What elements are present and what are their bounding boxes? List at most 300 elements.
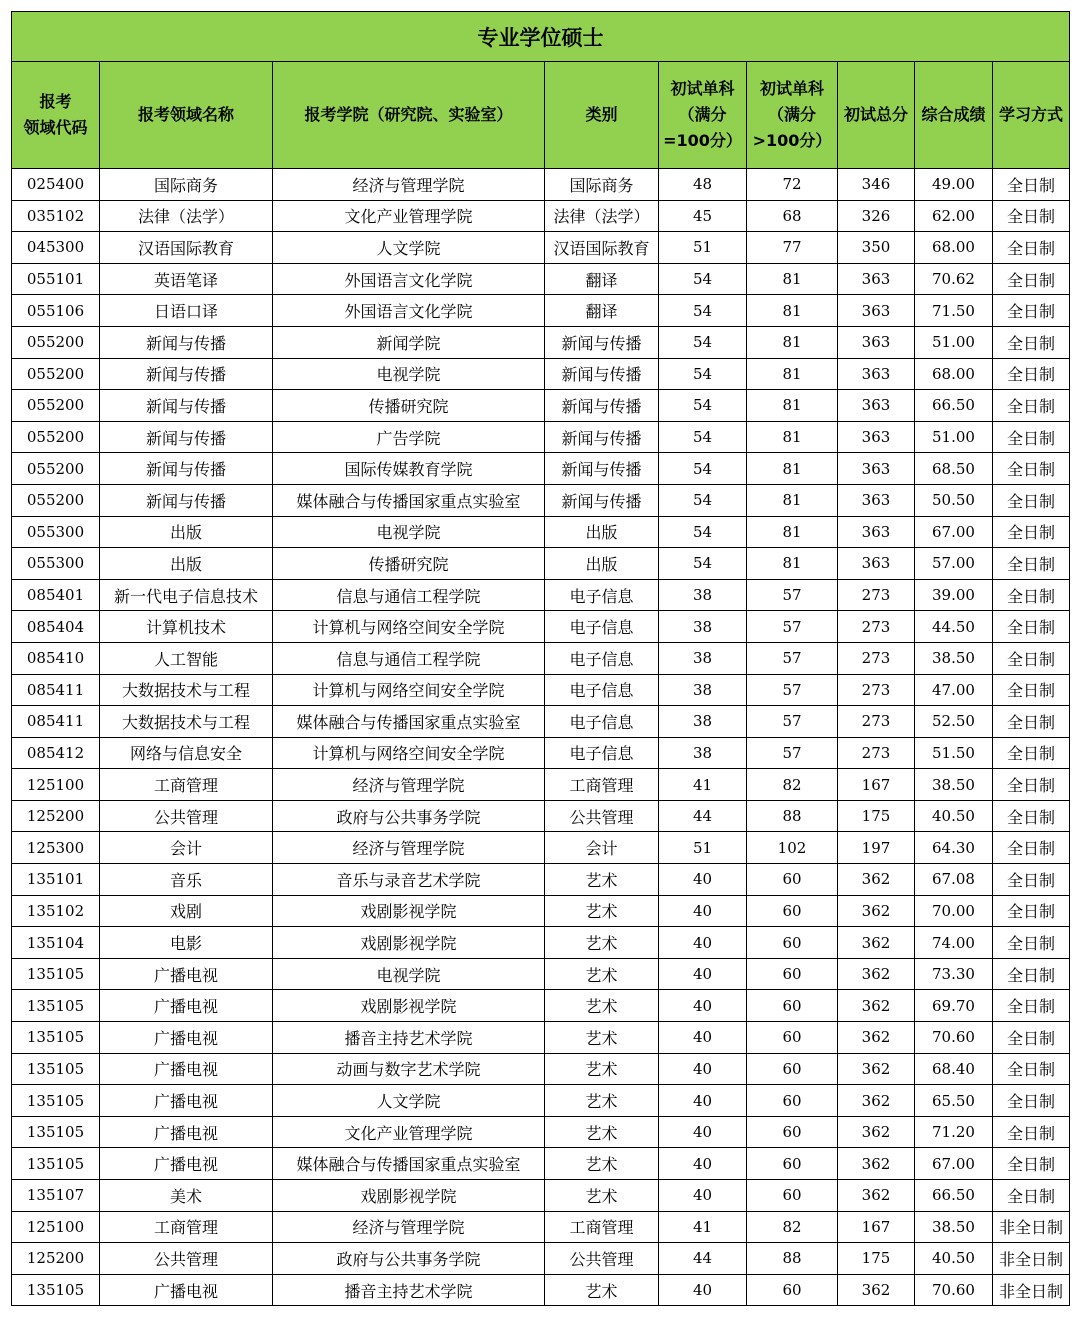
table-row (12, 1116, 1070, 1148)
field-code-cell: 125200 (12, 1243, 100, 1275)
composite-score-cell: 38.50 (915, 769, 993, 801)
study-mode-cell: 全日制 (993, 358, 1070, 390)
total-score-cell: 346 (838, 169, 915, 201)
field-name-cell: 公共管理 (100, 1243, 273, 1275)
study-mode-cell: 全日制 (993, 642, 1070, 674)
category-cell: 出版 (545, 548, 659, 580)
total-score-cell: 362 (838, 1085, 915, 1117)
composite-score-cell: 39.00 (915, 579, 993, 611)
single-over100-score-cell: 81 (747, 295, 838, 327)
school-cell: 计算机与网络空间安全学院 (273, 737, 545, 769)
category-cell: 艺术 (545, 1116, 659, 1148)
table-row (12, 864, 1070, 896)
single-over100-score-cell: 57 (747, 642, 838, 674)
table-row (12, 1243, 1070, 1275)
table-row (12, 1211, 1070, 1243)
single-100-score-cell: 44 (659, 1243, 747, 1275)
field-name-cell: 大数据技术与工程 (100, 706, 273, 738)
field-name-cell: 工商管理 (100, 769, 273, 801)
school-cell: 戏剧影视学院 (273, 895, 545, 927)
school-cell: 信息与通信工程学院 (273, 642, 545, 674)
single-100-score-cell: 40 (659, 990, 747, 1022)
composite-score-cell: 50.50 (915, 484, 993, 516)
single-100-score-cell: 54 (659, 295, 747, 327)
table-row (12, 548, 1070, 580)
study-mode-cell: 全日制 (993, 737, 1070, 769)
school-cell: 电视学院 (273, 358, 545, 390)
single-over100-score-cell: 81 (747, 326, 838, 358)
school-cell: 人文学院 (273, 232, 545, 264)
category-cell: 电子信息 (545, 642, 659, 674)
category-cell: 电子信息 (545, 674, 659, 706)
field-code-cell: 085404 (12, 611, 100, 643)
single-100-score-cell: 51 (659, 832, 747, 864)
school-cell: 经济与管理学院 (273, 169, 545, 201)
composite-score-cell: 71.20 (915, 1116, 993, 1148)
single-over100-score-cell: 82 (747, 769, 838, 801)
single-over100-score-cell: 60 (747, 895, 838, 927)
field-name-cell: 人工智能 (100, 642, 273, 674)
field-name-cell: 新闻与传播 (100, 453, 273, 485)
table-row (12, 1148, 1070, 1180)
total-score-cell: 363 (838, 421, 915, 453)
category-cell: 会计 (545, 832, 659, 864)
category-cell: 艺术 (545, 1022, 659, 1054)
category-cell: 电子信息 (545, 706, 659, 738)
single-100-score-cell: 40 (659, 864, 747, 896)
study-mode-cell: 全日制 (993, 674, 1070, 706)
field-code-cell: 125200 (12, 800, 100, 832)
field-name-cell: 广播电视 (100, 1148, 273, 1180)
school-cell: 戏剧影视学院 (273, 1180, 545, 1212)
total-score-cell: 362 (838, 927, 915, 959)
category-cell: 电子信息 (545, 737, 659, 769)
category-cell: 工商管理 (545, 1211, 659, 1243)
total-score-cell: 175 (838, 800, 915, 832)
study-mode-cell: 全日制 (993, 453, 1070, 485)
single-100-score-cell: 54 (659, 453, 747, 485)
field-name-cell: 公共管理 (100, 800, 273, 832)
table-row (12, 1274, 1070, 1306)
single-over100-score-cell: 60 (747, 1274, 838, 1306)
single-over100-score-cell: 88 (747, 1243, 838, 1275)
field-name-cell: 汉语国际教育 (100, 232, 273, 264)
school-cell: 经济与管理学院 (273, 1211, 545, 1243)
study-mode-cell: 全日制 (993, 832, 1070, 864)
single-over100-score-cell: 81 (747, 263, 838, 295)
single-100-score-cell: 40 (659, 1053, 747, 1085)
category-cell: 新闻与传播 (545, 326, 659, 358)
single-100-score-cell: 40 (659, 1148, 747, 1180)
field-code-cell: 135104 (12, 927, 100, 959)
total-header: 初试总分 (838, 62, 915, 169)
total-score-cell: 197 (838, 832, 915, 864)
single-100-score-cell: 54 (659, 390, 747, 422)
field-name-cell: 戏剧 (100, 895, 273, 927)
single-100-score-cell: 51 (659, 232, 747, 264)
study-mode-cell: 全日制 (993, 263, 1070, 295)
field-name-header: 报考领域名称 (100, 62, 273, 169)
composite-score-cell: 40.50 (915, 1243, 993, 1275)
field-name-cell: 广播电视 (100, 1116, 273, 1148)
study-mode-cell: 全日制 (993, 1116, 1070, 1148)
category-cell: 法律（法学） (545, 200, 659, 232)
field-name-cell: 新闻与传播 (100, 484, 273, 516)
study-mode-cell: 全日制 (993, 200, 1070, 232)
total-score-cell: 175 (838, 1243, 915, 1275)
field-code-cell: 055200 (12, 390, 100, 422)
single-over100-score-cell: 57 (747, 674, 838, 706)
study-mode-cell: 全日制 (993, 895, 1070, 927)
study-mode-cell: 全日制 (993, 1180, 1070, 1212)
category-cell: 新闻与传播 (545, 453, 659, 485)
single-over100-score-cell: 60 (747, 864, 838, 896)
composite-score-cell: 68.00 (915, 232, 993, 264)
field-name-cell: 会计 (100, 832, 273, 864)
composite-score-cell: 49.00 (915, 169, 993, 201)
table-row (12, 169, 1070, 201)
composite-score-cell: 38.50 (915, 1211, 993, 1243)
category-cell: 艺术 (545, 1274, 659, 1306)
field-code-cell: 055200 (12, 326, 100, 358)
composite-score-cell: 47.00 (915, 674, 993, 706)
single-100-score-cell: 40 (659, 1022, 747, 1054)
total-score-cell: 362 (838, 1022, 915, 1054)
field-name-cell: 广播电视 (100, 958, 273, 990)
composite-score-cell: 74.00 (915, 927, 993, 959)
total-score-cell: 363 (838, 326, 915, 358)
single-over100-score-cell: 60 (747, 1148, 838, 1180)
field-name-cell: 广播电视 (100, 990, 273, 1022)
composite-score-cell: 66.50 (915, 390, 993, 422)
composite-score-cell: 52.50 (915, 706, 993, 738)
composite-score-cell: 67.00 (915, 1148, 993, 1180)
school-cell: 人文学院 (273, 1085, 545, 1117)
single-over100-score-cell: 60 (747, 1085, 838, 1117)
single-over100-score-cell: 60 (747, 958, 838, 990)
single-100-score-cell: 38 (659, 706, 747, 738)
table-row (12, 1180, 1070, 1212)
single-over100-header: 初试单科 （满分 >100分） (747, 62, 838, 169)
school-cell: 戏剧影视学院 (273, 927, 545, 959)
table-row (12, 484, 1070, 516)
field-code-cell: 085411 (12, 674, 100, 706)
single-over100-score-cell: 57 (747, 737, 838, 769)
school-cell: 计算机与网络空间安全学院 (273, 611, 545, 643)
field-name-cell: 出版 (100, 516, 273, 548)
field-name-cell: 新闻与传播 (100, 326, 273, 358)
total-score-cell: 273 (838, 737, 915, 769)
total-score-cell: 273 (838, 706, 915, 738)
total-score-cell: 363 (838, 295, 915, 327)
category-cell: 公共管理 (545, 1243, 659, 1275)
field-code-cell: 045300 (12, 232, 100, 264)
total-score-cell: 167 (838, 769, 915, 801)
study-mode-cell: 全日制 (993, 990, 1070, 1022)
single-over100-score-cell: 82 (747, 1211, 838, 1243)
single-100-score-cell: 54 (659, 263, 747, 295)
school-cell: 媒体融合与传播国家重点实验室 (273, 1148, 545, 1180)
study-mode-cell: 全日制 (993, 769, 1070, 801)
category-cell: 国际商务 (545, 169, 659, 201)
study-mode-header: 学习方式 (993, 62, 1070, 169)
field-name-cell: 美术 (100, 1180, 273, 1212)
table-row (12, 200, 1070, 232)
single-over100-score-cell: 68 (747, 200, 838, 232)
single-100-score-cell: 38 (659, 642, 747, 674)
total-score-cell: 167 (838, 1211, 915, 1243)
field-code-cell: 135105 (12, 1085, 100, 1117)
table-row (12, 800, 1070, 832)
school-cell: 音乐与录音艺术学院 (273, 864, 545, 896)
single-over100-score-cell: 60 (747, 1180, 838, 1212)
field-code-cell: 135105 (12, 1274, 100, 1306)
single-over100-score-cell: 60 (747, 1053, 838, 1085)
category-cell: 艺术 (545, 895, 659, 927)
total-score-cell: 363 (838, 516, 915, 548)
field-name-cell: 电影 (100, 927, 273, 959)
field-name-cell: 国际商务 (100, 169, 273, 201)
single-100-score-cell: 38 (659, 674, 747, 706)
study-mode-cell: 非全日制 (993, 1243, 1070, 1275)
total-score-cell: 362 (838, 958, 915, 990)
composite-score-cell: 70.60 (915, 1022, 993, 1054)
composite-score-cell: 70.00 (915, 895, 993, 927)
score-table (11, 11, 1070, 1306)
total-score-cell: 362 (838, 1053, 915, 1085)
table-row (12, 642, 1070, 674)
single-100-score-cell: 44 (659, 800, 747, 832)
composite-score-cell: 68.40 (915, 1053, 993, 1085)
table-row (12, 611, 1070, 643)
composite-score-cell: 40.50 (915, 800, 993, 832)
school-cell: 动画与数字艺术学院 (273, 1053, 545, 1085)
school-cell: 播音主持艺术学院 (273, 1022, 545, 1054)
total-score-cell: 362 (838, 1116, 915, 1148)
single-100-score-cell: 40 (659, 927, 747, 959)
school-cell: 文化产业管理学院 (273, 200, 545, 232)
single-100-score-cell: 54 (659, 548, 747, 580)
study-mode-cell: 全日制 (993, 484, 1070, 516)
field-name-cell: 法律（法学） (100, 200, 273, 232)
category-cell: 艺术 (545, 927, 659, 959)
school-cell: 电视学院 (273, 516, 545, 548)
single-100-header: 初试单科 （满分 =100分） (659, 62, 747, 169)
category-cell: 汉语国际教育 (545, 232, 659, 264)
field-code-cell: 055200 (12, 421, 100, 453)
field-code-cell: 135105 (12, 1053, 100, 1085)
category-cell: 电子信息 (545, 611, 659, 643)
total-score-cell: 350 (838, 232, 915, 264)
total-score-cell: 362 (838, 1274, 915, 1306)
study-mode-cell: 全日制 (993, 1022, 1070, 1054)
field-name-cell: 新闻与传播 (100, 390, 273, 422)
study-mode-cell: 全日制 (993, 864, 1070, 896)
composite-score-cell: 69.70 (915, 990, 993, 1022)
total-score-cell: 363 (838, 358, 915, 390)
total-score-cell: 363 (838, 484, 915, 516)
field-code-cell: 135105 (12, 990, 100, 1022)
study-mode-cell: 全日制 (993, 958, 1070, 990)
single-over100-score-cell: 81 (747, 390, 838, 422)
code-header: 报考 领域代码 (12, 62, 100, 169)
total-score-cell: 273 (838, 642, 915, 674)
field-name-cell: 广播电视 (100, 1274, 273, 1306)
single-100-score-cell: 38 (659, 611, 747, 643)
field-code-cell: 055200 (12, 358, 100, 390)
table-row (12, 706, 1070, 738)
table-row (12, 832, 1070, 864)
field-code-cell: 055101 (12, 263, 100, 295)
field-name-cell: 新闻与传播 (100, 358, 273, 390)
school-cell: 媒体融合与传播国家重点实验室 (273, 706, 545, 738)
table-row (12, 295, 1070, 327)
study-mode-cell: 全日制 (993, 326, 1070, 358)
composite-score-cell: 70.62 (915, 263, 993, 295)
study-mode-cell: 全日制 (993, 1085, 1070, 1117)
category-cell: 公共管理 (545, 800, 659, 832)
single-100-score-cell: 41 (659, 1211, 747, 1243)
field-code-cell: 085410 (12, 642, 100, 674)
field-code-cell: 035102 (12, 200, 100, 232)
field-code-cell: 085401 (12, 579, 100, 611)
study-mode-cell: 全日制 (993, 390, 1070, 422)
school-header: 报考学院（研究院、实验室） (273, 62, 545, 169)
composite-score-cell: 64.30 (915, 832, 993, 864)
field-code-cell: 125100 (12, 769, 100, 801)
field-code-cell: 085411 (12, 706, 100, 738)
single-over100-score-cell: 57 (747, 579, 838, 611)
single-100-score-cell: 54 (659, 421, 747, 453)
composite-score-cell: 68.00 (915, 358, 993, 390)
table-row (12, 453, 1070, 485)
category-cell: 艺术 (545, 1148, 659, 1180)
table-row (12, 421, 1070, 453)
table-row (12, 579, 1070, 611)
single-over100-score-cell: 77 (747, 232, 838, 264)
school-cell: 广告学院 (273, 421, 545, 453)
single-over100-score-cell: 81 (747, 516, 838, 548)
single-100-score-cell: 40 (659, 1274, 747, 1306)
table-row (12, 263, 1070, 295)
field-name-cell: 新闻与传播 (100, 421, 273, 453)
field-code-cell: 025400 (12, 169, 100, 201)
field-name-cell: 广播电视 (100, 1085, 273, 1117)
composite-score-cell: 51.00 (915, 326, 993, 358)
score-table-container (11, 11, 1069, 1306)
school-cell: 外国语言文化学院 (273, 263, 545, 295)
field-code-cell: 125100 (12, 1211, 100, 1243)
total-score-cell: 362 (838, 990, 915, 1022)
composite-score-cell: 65.50 (915, 1085, 993, 1117)
single-over100-score-cell: 81 (747, 358, 838, 390)
category-cell: 艺术 (545, 990, 659, 1022)
single-100-score-cell: 54 (659, 326, 747, 358)
field-name-cell: 计算机技术 (100, 611, 273, 643)
category-cell: 电子信息 (545, 579, 659, 611)
table-row (12, 232, 1070, 264)
school-cell: 经济与管理学院 (273, 769, 545, 801)
field-name-cell: 广播电视 (100, 1022, 273, 1054)
composite-score-cell: 44.50 (915, 611, 993, 643)
study-mode-cell: 全日制 (993, 169, 1070, 201)
single-100-score-cell: 54 (659, 484, 747, 516)
field-name-cell: 网络与信息安全 (100, 737, 273, 769)
school-cell: 外国语言文化学院 (273, 295, 545, 327)
study-mode-cell: 全日制 (993, 706, 1070, 738)
field-code-cell: 135102 (12, 895, 100, 927)
table-row (12, 390, 1070, 422)
composite-score-cell: 66.50 (915, 1180, 993, 1212)
study-mode-cell: 全日制 (993, 295, 1070, 327)
total-score-cell: 326 (838, 200, 915, 232)
field-code-cell: 085412 (12, 737, 100, 769)
category-cell: 新闻与传播 (545, 358, 659, 390)
field-name-cell: 工商管理 (100, 1211, 273, 1243)
field-code-cell: 055106 (12, 295, 100, 327)
study-mode-cell: 全日制 (993, 548, 1070, 580)
field-code-cell: 125300 (12, 832, 100, 864)
composite-score-cell: 68.50 (915, 453, 993, 485)
school-cell: 文化产业管理学院 (273, 1116, 545, 1148)
field-code-cell: 135105 (12, 1148, 100, 1180)
school-cell: 新闻学院 (273, 326, 545, 358)
category-cell: 艺术 (545, 1085, 659, 1117)
field-name-cell: 日语口译 (100, 295, 273, 327)
school-cell: 经济与管理学院 (273, 832, 545, 864)
field-code-cell: 135101 (12, 864, 100, 896)
composite-score-cell: 51.50 (915, 737, 993, 769)
table-row (12, 1053, 1070, 1085)
composite-score-cell: 67.08 (915, 864, 993, 896)
study-mode-cell: 全日制 (993, 516, 1070, 548)
single-over100-score-cell: 102 (747, 832, 838, 864)
school-cell: 计算机与网络空间安全学院 (273, 674, 545, 706)
study-mode-cell: 全日制 (993, 421, 1070, 453)
school-cell: 信息与通信工程学院 (273, 579, 545, 611)
table-row (12, 1085, 1070, 1117)
single-100-score-cell: 40 (659, 958, 747, 990)
composite-score-cell: 71.50 (915, 295, 993, 327)
category-cell: 新闻与传播 (545, 421, 659, 453)
single-over100-score-cell: 81 (747, 421, 838, 453)
study-mode-cell: 全日制 (993, 611, 1070, 643)
field-name-cell: 音乐 (100, 864, 273, 896)
single-100-score-cell: 40 (659, 1180, 747, 1212)
table-title: 专业学位硕士 (12, 12, 1070, 62)
table-row (12, 1022, 1070, 1054)
school-cell: 传播研究院 (273, 548, 545, 580)
single-100-score-cell: 54 (659, 516, 747, 548)
field-code-cell: 135105 (12, 1022, 100, 1054)
table-row (12, 674, 1070, 706)
study-mode-cell: 全日制 (993, 800, 1070, 832)
single-over100-score-cell: 60 (747, 1116, 838, 1148)
field-name-cell: 广播电视 (100, 1053, 273, 1085)
single-over100-score-cell: 81 (747, 484, 838, 516)
category-cell: 工商管理 (545, 769, 659, 801)
category-cell: 艺术 (545, 1180, 659, 1212)
field-name-cell: 新一代电子信息技术 (100, 579, 273, 611)
composite-score-cell: 70.60 (915, 1274, 993, 1306)
total-score-cell: 363 (838, 263, 915, 295)
table-body (12, 169, 1070, 1306)
composite-score-cell: 51.00 (915, 421, 993, 453)
single-100-score-cell: 38 (659, 737, 747, 769)
school-cell: 播音主持艺术学院 (273, 1274, 545, 1306)
school-cell: 政府与公共事务学院 (273, 1243, 545, 1275)
school-cell: 戏剧影视学院 (273, 990, 545, 1022)
